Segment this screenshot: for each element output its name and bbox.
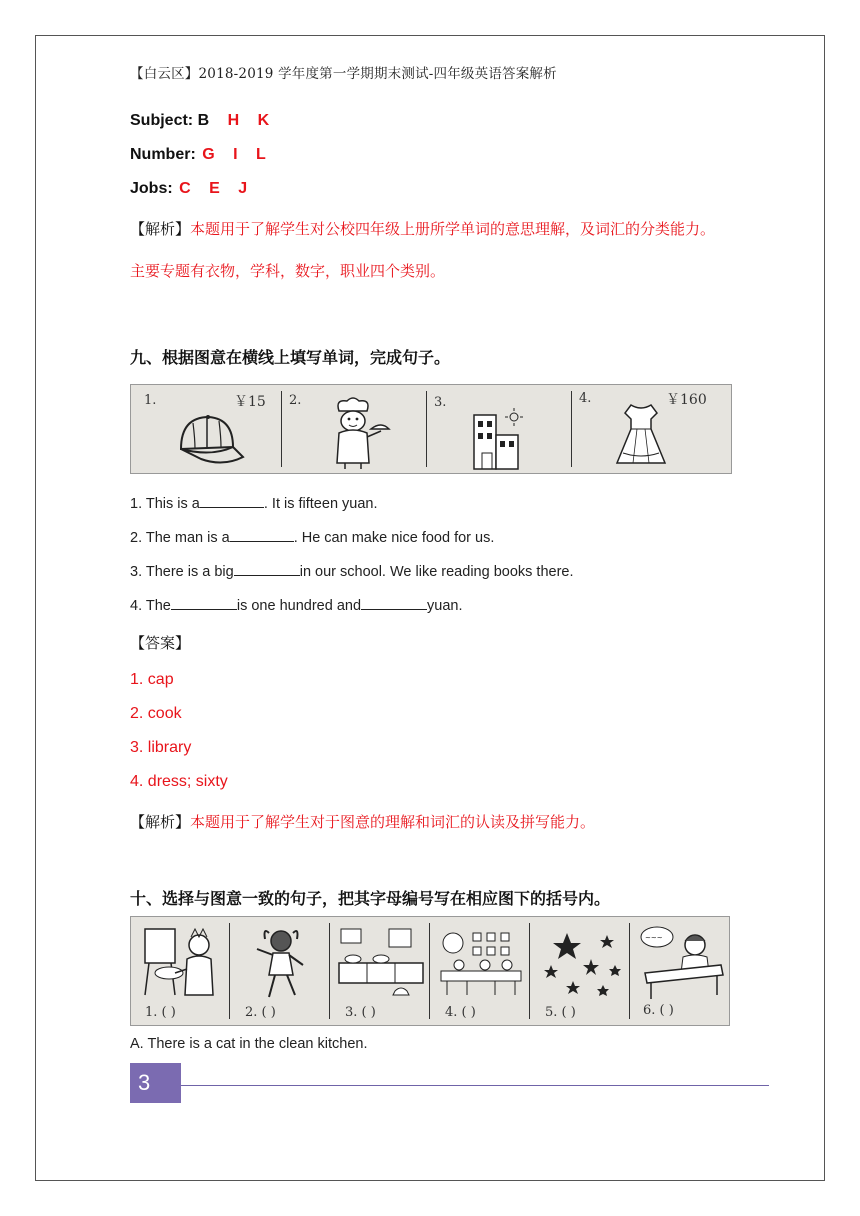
- question-1: [130, 493, 378, 512]
- analysis-text: 本题用于了解学生对于图意的理解和词汇的认读及拼写能力。: [190, 814, 596, 831]
- section-10-title: 十、选择与图意一致的句子，把其字母编号写在相应图下的括号内。: [130, 891, 611, 908]
- subject-label: Subject: B: [130, 112, 210, 129]
- analysis-9: [130, 811, 595, 832]
- picture-number: 3.: [434, 395, 447, 410]
- section-10-picture-strip: [130, 916, 730, 1026]
- kitchen-icon: [337, 925, 425, 1003]
- price-label: ￥160: [666, 392, 707, 408]
- picture-number: 1.: [144, 393, 157, 408]
- question-text: in our school. We like reading books there.: [299, 564, 574, 580]
- question-3: [130, 561, 574, 580]
- number-answer: [130, 146, 266, 164]
- page-header: 【白云区】2018-2019 学年度第一学期期末测试-四年级英语答案解析: [130, 66, 557, 82]
- answer-tag: 【答案】: [130, 635, 191, 652]
- library-icon: [466, 405, 526, 471]
- question-text: 4. The: [130, 598, 171, 614]
- painter-icon: [139, 925, 225, 1003]
- question-text: 3. There is a big: [130, 564, 234, 580]
- question-text: 2. The man is a: [130, 530, 230, 546]
- answer-blank[interactable]: [171, 595, 237, 610]
- analysis-8: [130, 218, 715, 239]
- analysis-8-line2: 主要专题有衣物，学科，数字，职业四个类别。: [130, 263, 446, 280]
- answer-blank[interactable]: [234, 561, 300, 576]
- picture-number: 2.: [289, 393, 302, 408]
- picture-label: 3. ( ): [345, 1005, 376, 1020]
- page-number: 3: [130, 1063, 181, 1103]
- girl-dancing-icon: [243, 925, 319, 1003]
- answer-2: 2. cook: [130, 705, 182, 722]
- analysis-text: 本题用于了解学生对公校四年级上册所学单词的意思理解，及词汇的分类能力。: [190, 221, 716, 238]
- question-text: is one hundred and: [236, 598, 362, 614]
- dress-icon: [611, 399, 671, 469]
- picture-label: 6. ( ): [643, 1003, 674, 1018]
- price-label: ￥15: [234, 394, 266, 410]
- answer-letter: H: [227, 112, 240, 129]
- sentence-a: A. There is a cat in the clean kitchen.: [130, 1036, 368, 1052]
- answer-letter: I: [233, 146, 238, 163]
- subject-answer: [130, 112, 269, 130]
- cook-icon: [321, 397, 391, 471]
- answer-letter: G: [202, 146, 215, 163]
- answer-letter: J: [238, 180, 248, 197]
- boy-desk-icon: [637, 923, 725, 1003]
- answer-letter: L: [256, 146, 266, 163]
- answer-4: 4. dress; sixty: [130, 773, 228, 790]
- answer-3: 3. library: [130, 739, 192, 756]
- answer-blank[interactable]: [200, 493, 264, 508]
- picture-label: 5. ( ): [545, 1005, 576, 1020]
- answer-letter: C: [179, 180, 191, 197]
- svg-text:~~~: ~~~: [645, 934, 663, 942]
- picture-label: 4. ( ): [445, 1005, 476, 1020]
- section-9-picture-strip: [130, 384, 732, 474]
- footer-divider: [181, 1085, 769, 1086]
- picture-label: 1. ( ): [145, 1005, 176, 1020]
- section-9-title: 九、根据图意在横线上填写单词，完成句子。: [130, 350, 451, 367]
- answer-1: 1. cap: [130, 671, 174, 688]
- picture-number: 4.: [579, 391, 592, 406]
- cap-icon: [171, 409, 251, 469]
- jobs-answer: [130, 180, 247, 198]
- question-text: 1. This is a: [130, 496, 200, 512]
- answer-blank[interactable]: [230, 527, 294, 542]
- classroom-icon: [437, 925, 525, 1003]
- jobs-label: Jobs:: [130, 180, 173, 197]
- answer-blank[interactable]: [361, 595, 427, 610]
- question-text: . It is fifteen yuan.: [263, 496, 378, 512]
- answer-letter: K: [257, 112, 270, 129]
- stars-icon: [537, 925, 625, 1003]
- question-text: . He can make nice food for us.: [293, 530, 495, 546]
- question-2: [130, 527, 494, 546]
- answer-letter: E: [209, 180, 220, 197]
- question-4: [130, 595, 463, 614]
- number-label: Number:: [130, 146, 196, 163]
- analysis-tag: 【解析】: [130, 221, 191, 238]
- picture-label: 2. ( ): [245, 1005, 276, 1020]
- question-text: yuan.: [427, 598, 463, 614]
- analysis-tag: 【解析】: [130, 814, 191, 831]
